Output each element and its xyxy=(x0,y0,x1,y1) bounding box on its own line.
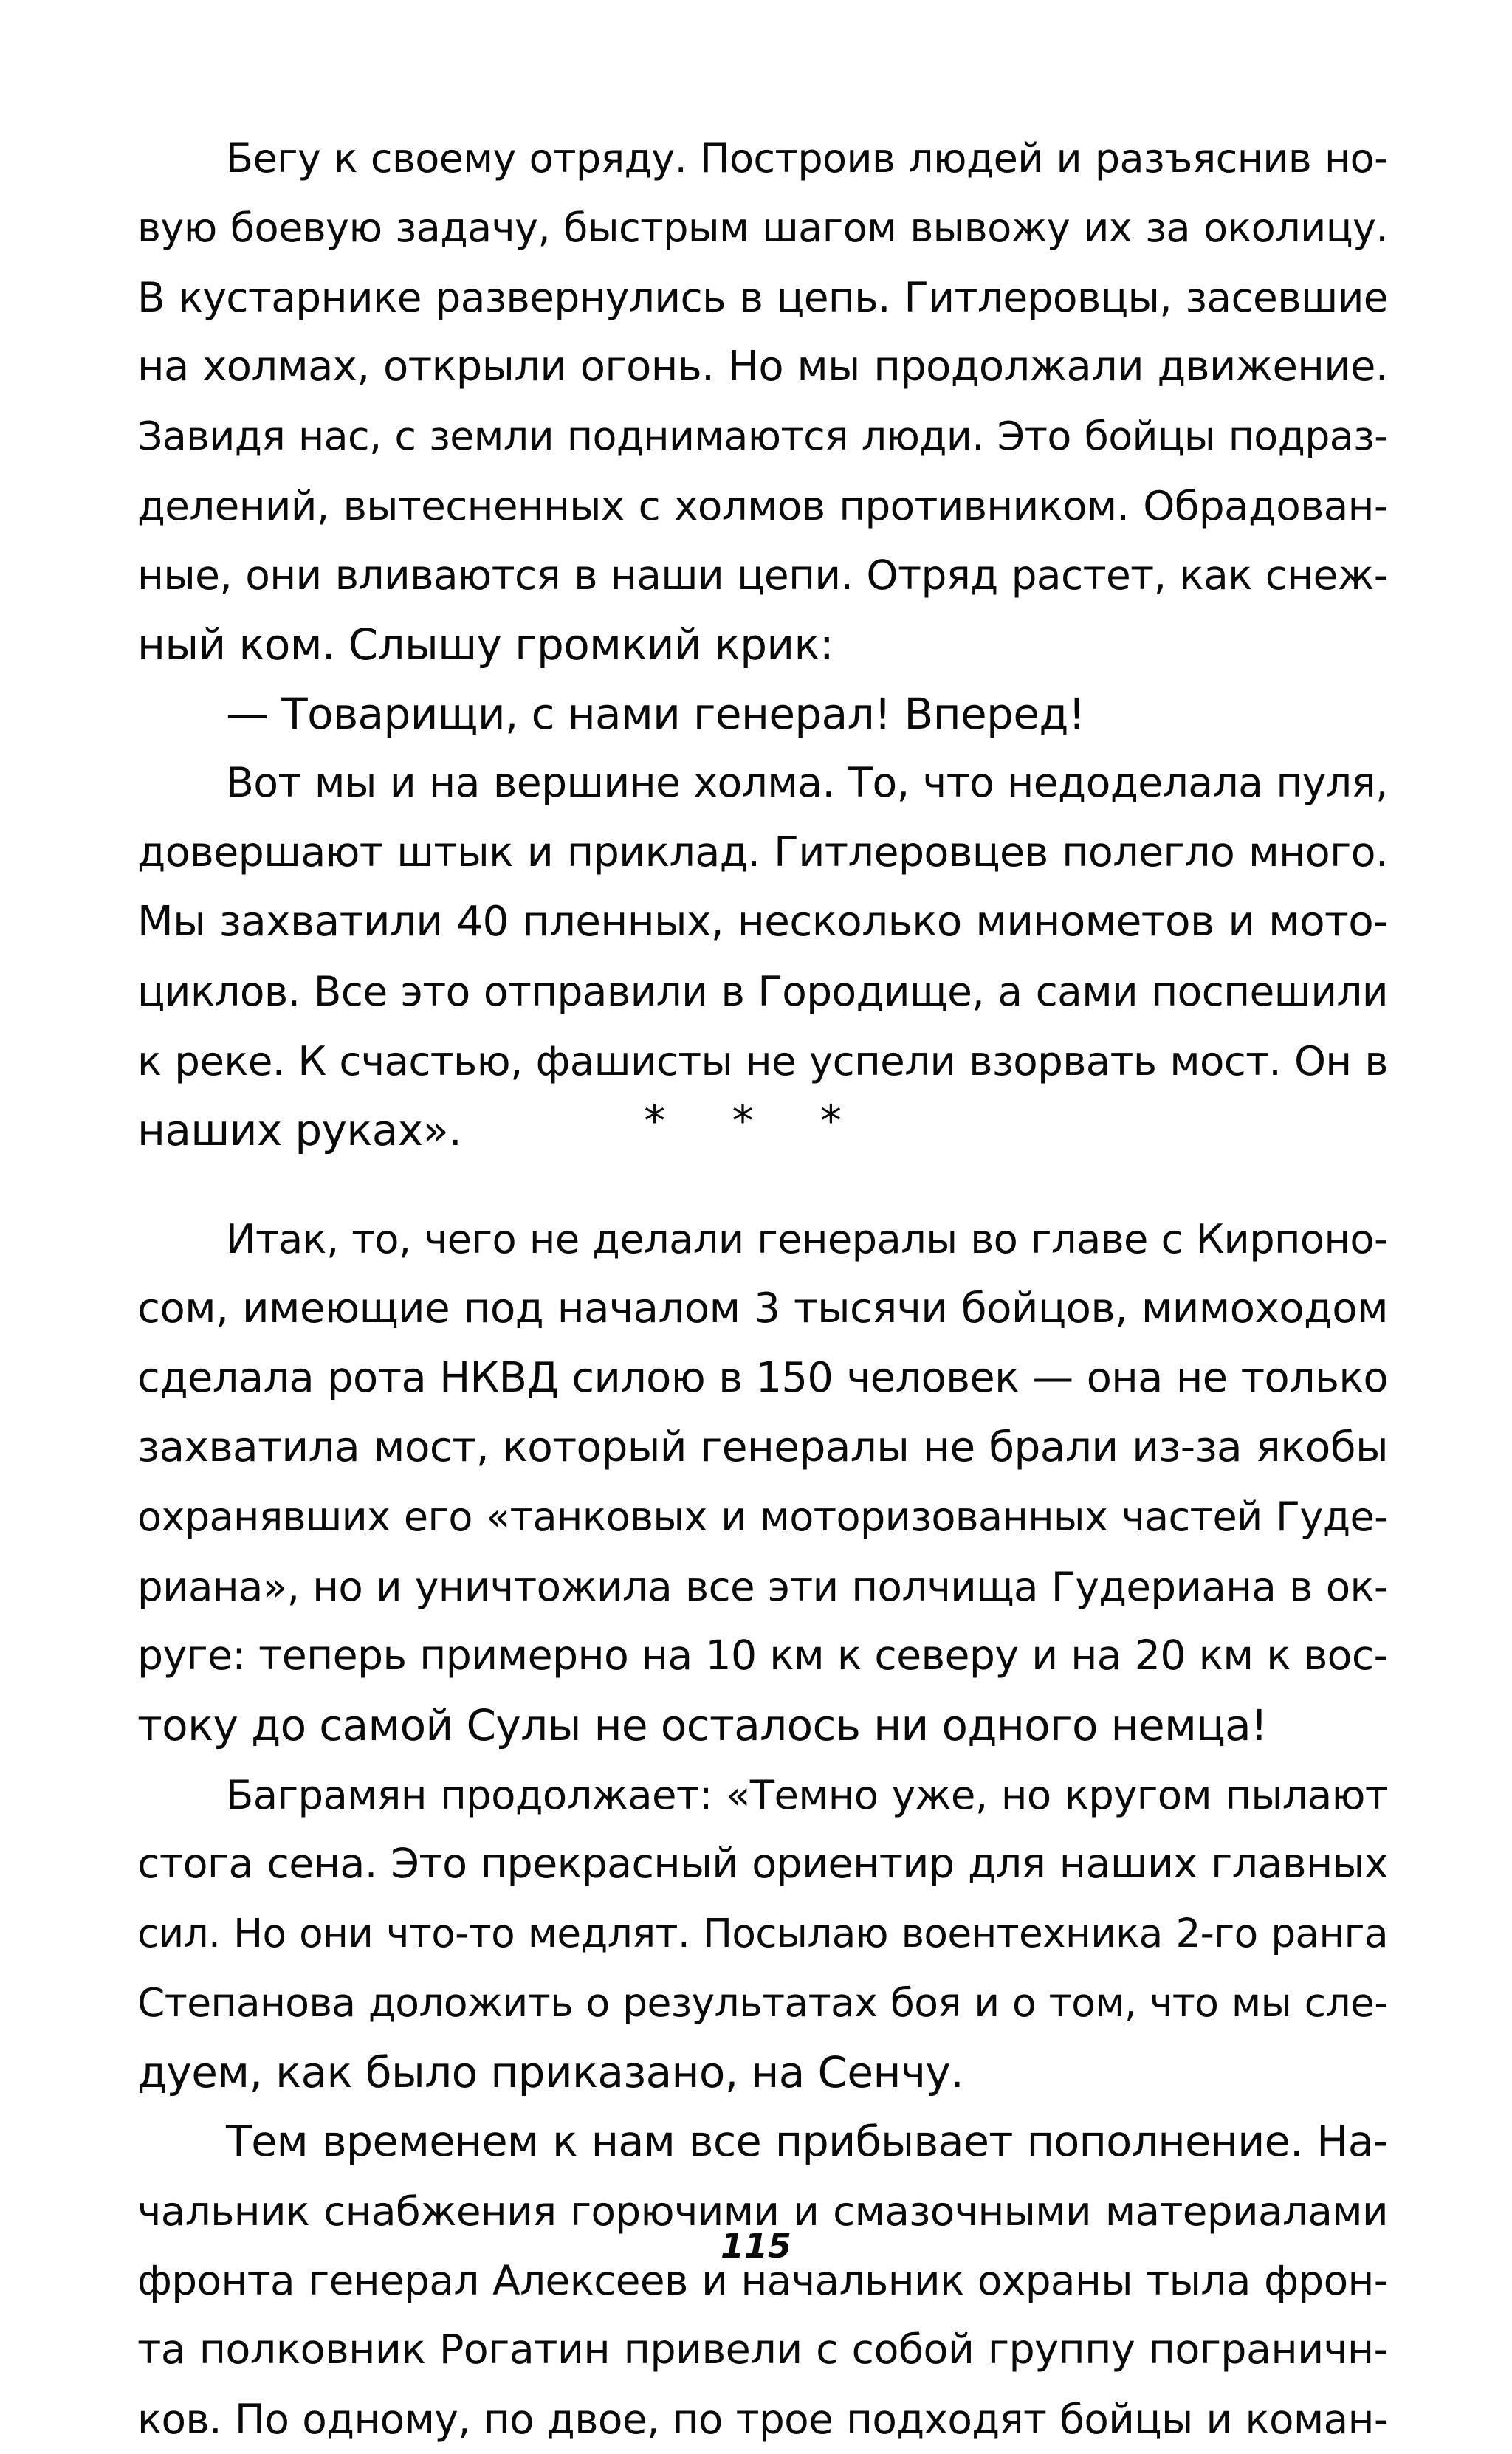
text-line: сил. Но они что-то медлят. Посылаю воентехника 2-го ранга xyxy=(137,1911,1388,1956)
text-line: Завидя нас, с земли поднимаются люди. Это бойцы подраз- xyxy=(137,413,1388,459)
text-line: захватила мост, который генералы не брали из-за якобы xyxy=(137,1423,1388,1471)
text-line: делений, вытесненных с холмов противником. Обрадован- xyxy=(137,482,1388,529)
text-line: ков. По одному, по двое, по трое подходят бойцы и коман- xyxy=(137,2396,1388,2443)
text-line: охранявших его «танковых и моторизованных частей Гуде- xyxy=(137,1494,1388,1540)
text-line: вую боевую задачу, быстрым шагом вывожу их за околицу. xyxy=(137,205,1388,251)
text-block-1 xyxy=(137,124,1388,1165)
text-line: ный ком. Слышу громкий крик: xyxy=(137,619,834,670)
text-line: сделала рота НКВД силою в 150 человек — она не только xyxy=(137,1354,1388,1402)
text-line: Баграмян продолжает: «Темно уже, но кругом пылают xyxy=(226,1771,1388,1818)
text-line: дуем, как было приказано, на Сенчу. xyxy=(137,2047,964,2097)
text-line: к реке. К счастью, фашисты не успели взорвать мост. Он в xyxy=(137,1037,1388,1085)
text-line: стога сена. Это прекрасный ориентир для наших главных xyxy=(137,1841,1388,1888)
text-line: току до самой Сулы не осталось ни одного немца! xyxy=(137,1700,1268,1750)
text-line: В кустарнике развернулись в цепь. Гитлеровцы, засевшие xyxy=(137,274,1388,321)
text-line: наших руках». xyxy=(137,1105,462,1155)
text-line: сом, имеющие под началом 3 тысячи бойцов, мимоходом xyxy=(137,1285,1388,1333)
text-line: Мы захватили 40 пленных, несколько минометов и мото- xyxy=(137,898,1388,946)
text-line: фронта генерал Алексеев и начальник охраны тыла фрон- xyxy=(137,2257,1388,2304)
text-line: — Товарищи, с нами генерал! Вперед! xyxy=(226,689,1085,739)
text-line: Тем временем к нам все прибывает пополнение. На- xyxy=(226,2117,1388,2166)
text-line: довершают штык и приклад. Гитлеровцев полегло много. xyxy=(137,829,1388,876)
text-line: на холмах, открыли огонь. Но мы продолжали движение. xyxy=(137,343,1388,391)
text-line: ные, они вливаются в наши цепи. Отряд растет, как снеж- xyxy=(137,551,1388,599)
text-line: Степанова доложить о результатах боя и о том, что мы сле- xyxy=(137,1979,1388,2026)
text-line: риана», но и уничтожила все эти полчища Гудериана в ок- xyxy=(137,1563,1388,1610)
text-line: Итак, то, чего не делали генералы во главе с Кирпоно- xyxy=(226,1216,1388,1262)
text-line: руге: теперь примерно на 10 км к северу и на 20 км к вос- xyxy=(137,1632,1388,1680)
page-number: 115 xyxy=(720,2226,792,2266)
text-line: циклов. Все это отправили в Городище, а сами поспешили xyxy=(137,968,1388,1015)
text-line: Бегу к своему отряду. Построив людей и разъяснив но- xyxy=(226,135,1388,182)
text-line: Вот мы и на вершине холма. То, что недоделала пуля, xyxy=(226,760,1388,807)
section-separator: * * * xyxy=(644,1096,868,1146)
text-line: чальник снабжения горючими и смазочными материалами xyxy=(137,2187,1388,2235)
text-line: та полковник Рогатин привели с собой группу пограничн- xyxy=(137,2326,1388,2374)
